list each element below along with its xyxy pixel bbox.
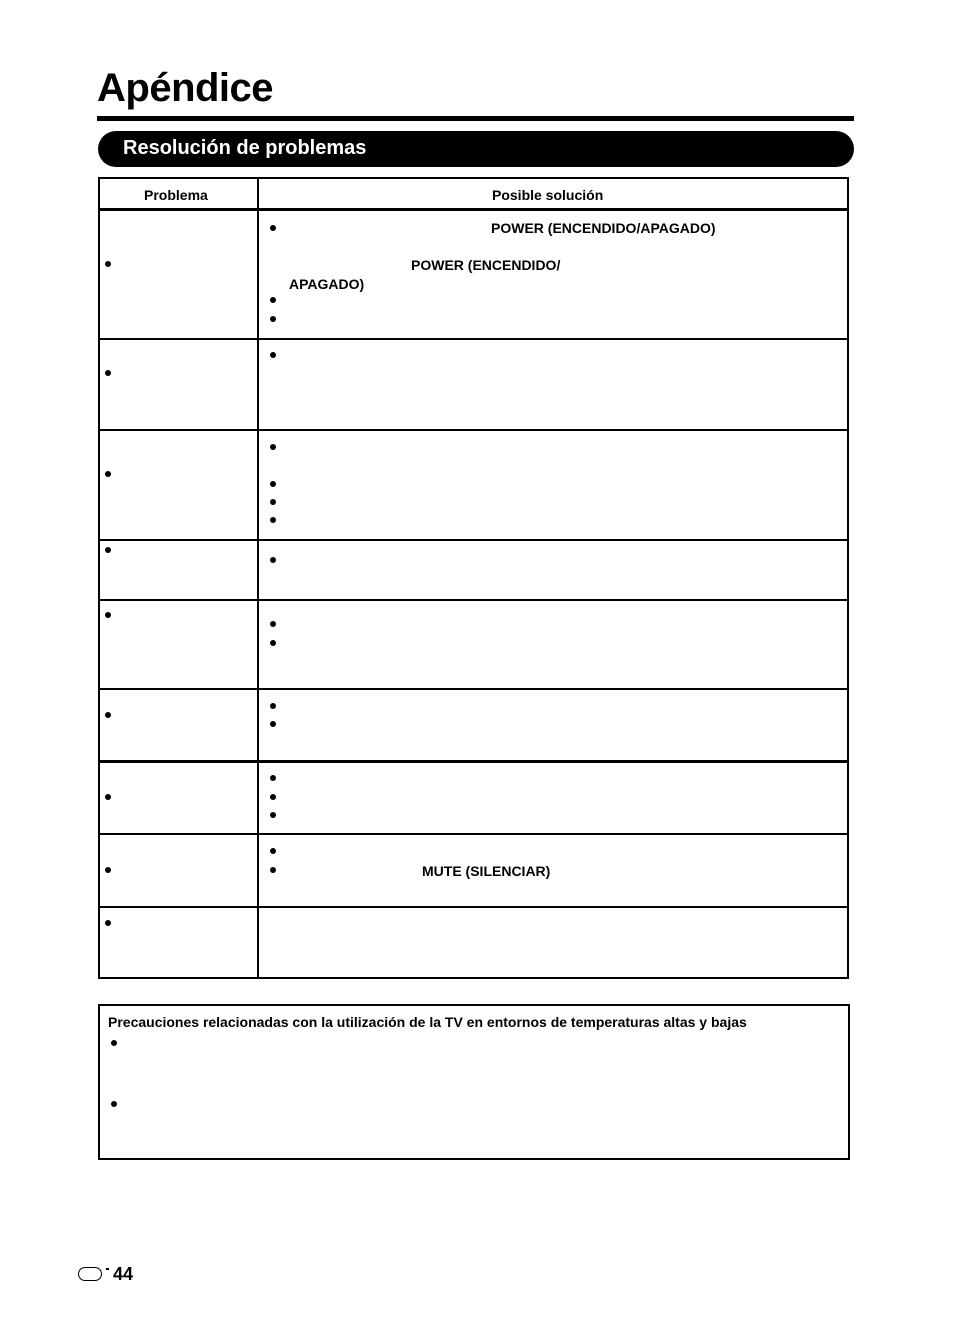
bullet xyxy=(105,370,111,376)
bullet xyxy=(105,712,111,718)
bullet xyxy=(270,352,276,358)
language-oval-icon xyxy=(78,1267,102,1281)
row-divider xyxy=(100,338,847,340)
page-number-text: 44 xyxy=(113,1264,134,1284)
bullet xyxy=(270,794,276,800)
troubleshooting-table xyxy=(98,177,849,979)
bullet xyxy=(270,848,276,854)
bullet xyxy=(105,920,111,926)
bullet xyxy=(270,517,276,523)
mute-button-label: MUTE (SILENCIAR) xyxy=(422,863,551,879)
notice-title: Precauciones relacionadas con la utilización de la TV en entornos de temperaturas altas y bajas xyxy=(108,1014,747,1030)
section-header xyxy=(98,131,854,167)
section-title: Resolución de problemas xyxy=(123,137,367,159)
bullet xyxy=(270,703,276,709)
bullet xyxy=(270,499,276,505)
power-button-label: POWER (ENCENDIDO/APAGADO) xyxy=(491,220,716,236)
row-divider xyxy=(100,429,847,431)
column-divider xyxy=(257,179,259,977)
row-divider xyxy=(100,688,847,690)
bullet xyxy=(270,557,276,563)
bullet xyxy=(270,481,276,487)
row-divider xyxy=(100,539,847,541)
bullet xyxy=(111,1040,117,1046)
bullet xyxy=(105,794,111,800)
bullet xyxy=(270,316,276,322)
bullet xyxy=(270,775,276,781)
row-divider xyxy=(100,760,847,763)
bullet xyxy=(270,621,276,627)
bullet xyxy=(270,721,276,727)
bullet xyxy=(270,640,276,646)
power-button-label: APAGADO) xyxy=(289,276,365,292)
dash xyxy=(106,1268,109,1270)
bullet xyxy=(270,812,276,818)
bullet xyxy=(105,261,111,267)
row-divider xyxy=(100,906,847,908)
row-divider xyxy=(100,833,847,835)
bullet xyxy=(270,444,276,450)
bullet xyxy=(105,471,111,477)
temperature-notice-box xyxy=(98,1004,850,1160)
bullet xyxy=(270,297,276,303)
bullet xyxy=(105,612,111,618)
bullet xyxy=(105,547,111,553)
bullet xyxy=(111,1101,117,1107)
power-button-label: POWER (ENCENDIDO/ xyxy=(411,257,561,273)
bullet xyxy=(270,867,276,873)
header-problem: Problema xyxy=(144,187,208,203)
header-rule xyxy=(100,208,847,211)
header-solution: Posible solución xyxy=(492,187,604,203)
bullet xyxy=(270,225,276,231)
title-rule xyxy=(97,116,854,121)
bullet xyxy=(105,867,111,873)
row-divider xyxy=(100,599,847,601)
page-title: Apéndice xyxy=(97,66,274,110)
